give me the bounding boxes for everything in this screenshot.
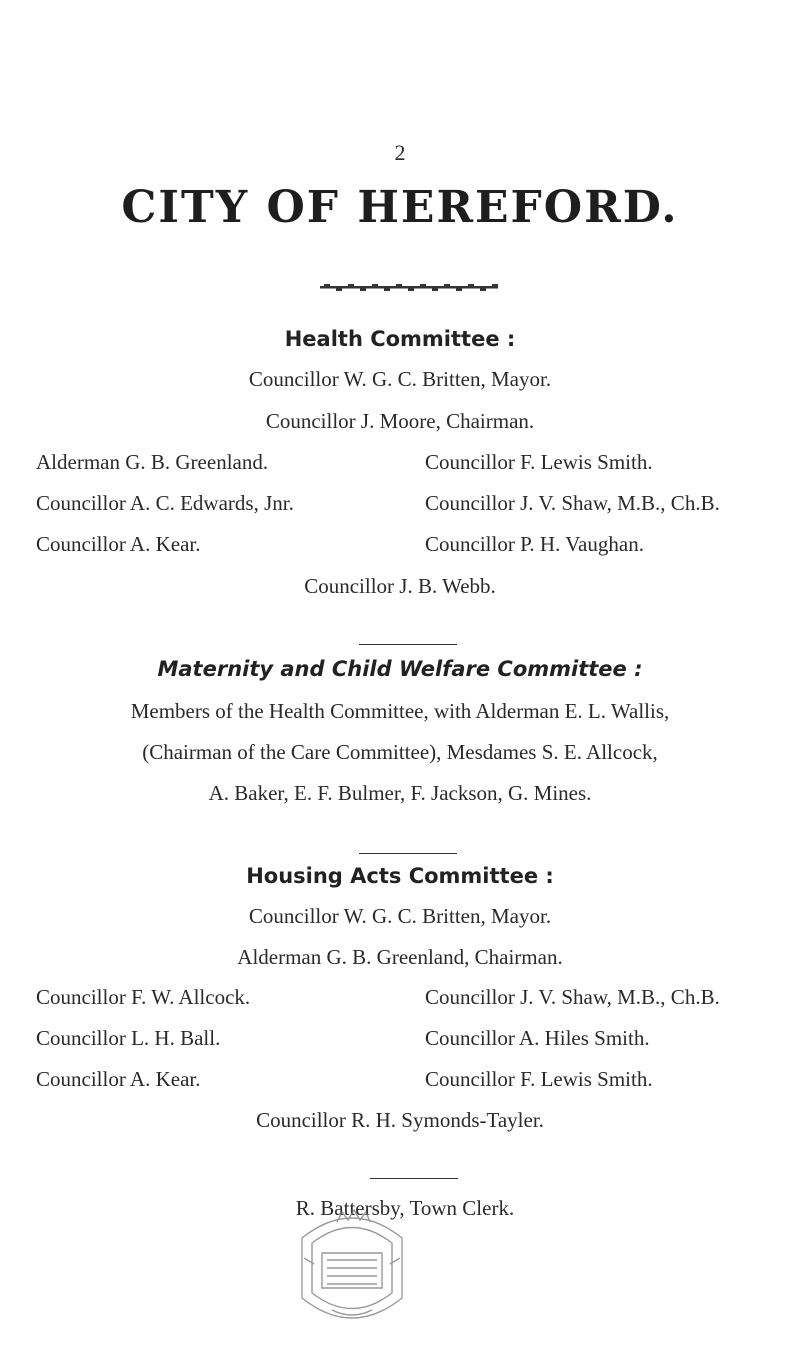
section-divider	[359, 853, 457, 854]
library-stamp-icon	[282, 1198, 422, 1338]
housing-member-last: Councillor R. H. Symonds-Tayler.	[256, 1108, 544, 1132]
town-clerk-signature: R. Battersby, Town Clerk.	[295, 1196, 515, 1220]
housing-member-right-2: Councillor A. Hiles Smith.	[425, 1026, 650, 1050]
housing-member-left-1: Councillor F. W. Allcock.	[36, 985, 251, 1009]
maternity-committee-heading: Maternity and Child Welfare Committee :	[157, 657, 643, 681]
health-chairman-line: Councillor J. Moore, Chairman.	[265, 409, 535, 433]
maternity-line-1: Members of the Health Committee, with Alderman E. L. Wallis,	[130, 699, 670, 723]
housing-member-left-2: Councillor L. H. Ball.	[36, 1026, 221, 1050]
housing-member-right-3: Councillor F. Lewis Smith.	[425, 1067, 653, 1091]
health-member-left-2: Councillor A. C. Edwards, Jnr.	[36, 491, 294, 515]
maternity-line-2: (Chairman of the Care Committee), Mesdames S. E. Allcock,	[142, 740, 658, 764]
housing-chairman-line: Alderman G. B. Greenland, Chairman.	[237, 945, 563, 969]
health-member-last: Councillor J. B. Webb.	[304, 574, 496, 598]
health-member-left-3: Councillor A. Kear.	[36, 532, 201, 556]
housing-member-left-3: Councillor A. Kear.	[36, 1067, 201, 1091]
maternity-line-3: A. Baker, E. F. Bulmer, F. Jackson, G. Mines.	[208, 781, 592, 805]
section-divider	[370, 1178, 458, 1179]
health-member-right-1: Councillor F. Lewis Smith.	[425, 450, 653, 474]
housing-member-right-1: Councillor J. V. Shaw, M.B., Ch.B.	[425, 985, 720, 1009]
page-title: CITY OF HEREFORD.	[121, 182, 679, 233]
health-committee-heading: Health Committee :	[284, 327, 516, 351]
housing-mayor-line: Councillor W. G. C. Britten, Mayor.	[248, 904, 552, 928]
decorative-divider-icon	[320, 284, 498, 292]
health-member-right-2: Councillor J. V. Shaw, M.B., Ch.B.	[425, 491, 720, 515]
health-member-left-1: Alderman G. B. Greenland.	[36, 450, 269, 474]
housing-committee-heading: Housing Acts Committee :	[246, 864, 554, 888]
health-mayor-line: Councillor W. G. C. Britten, Mayor.	[248, 367, 552, 391]
health-member-right-3: Councillor P. H. Vaughan.	[425, 532, 644, 556]
section-divider	[359, 644, 457, 645]
page-number: 2	[394, 140, 406, 165]
